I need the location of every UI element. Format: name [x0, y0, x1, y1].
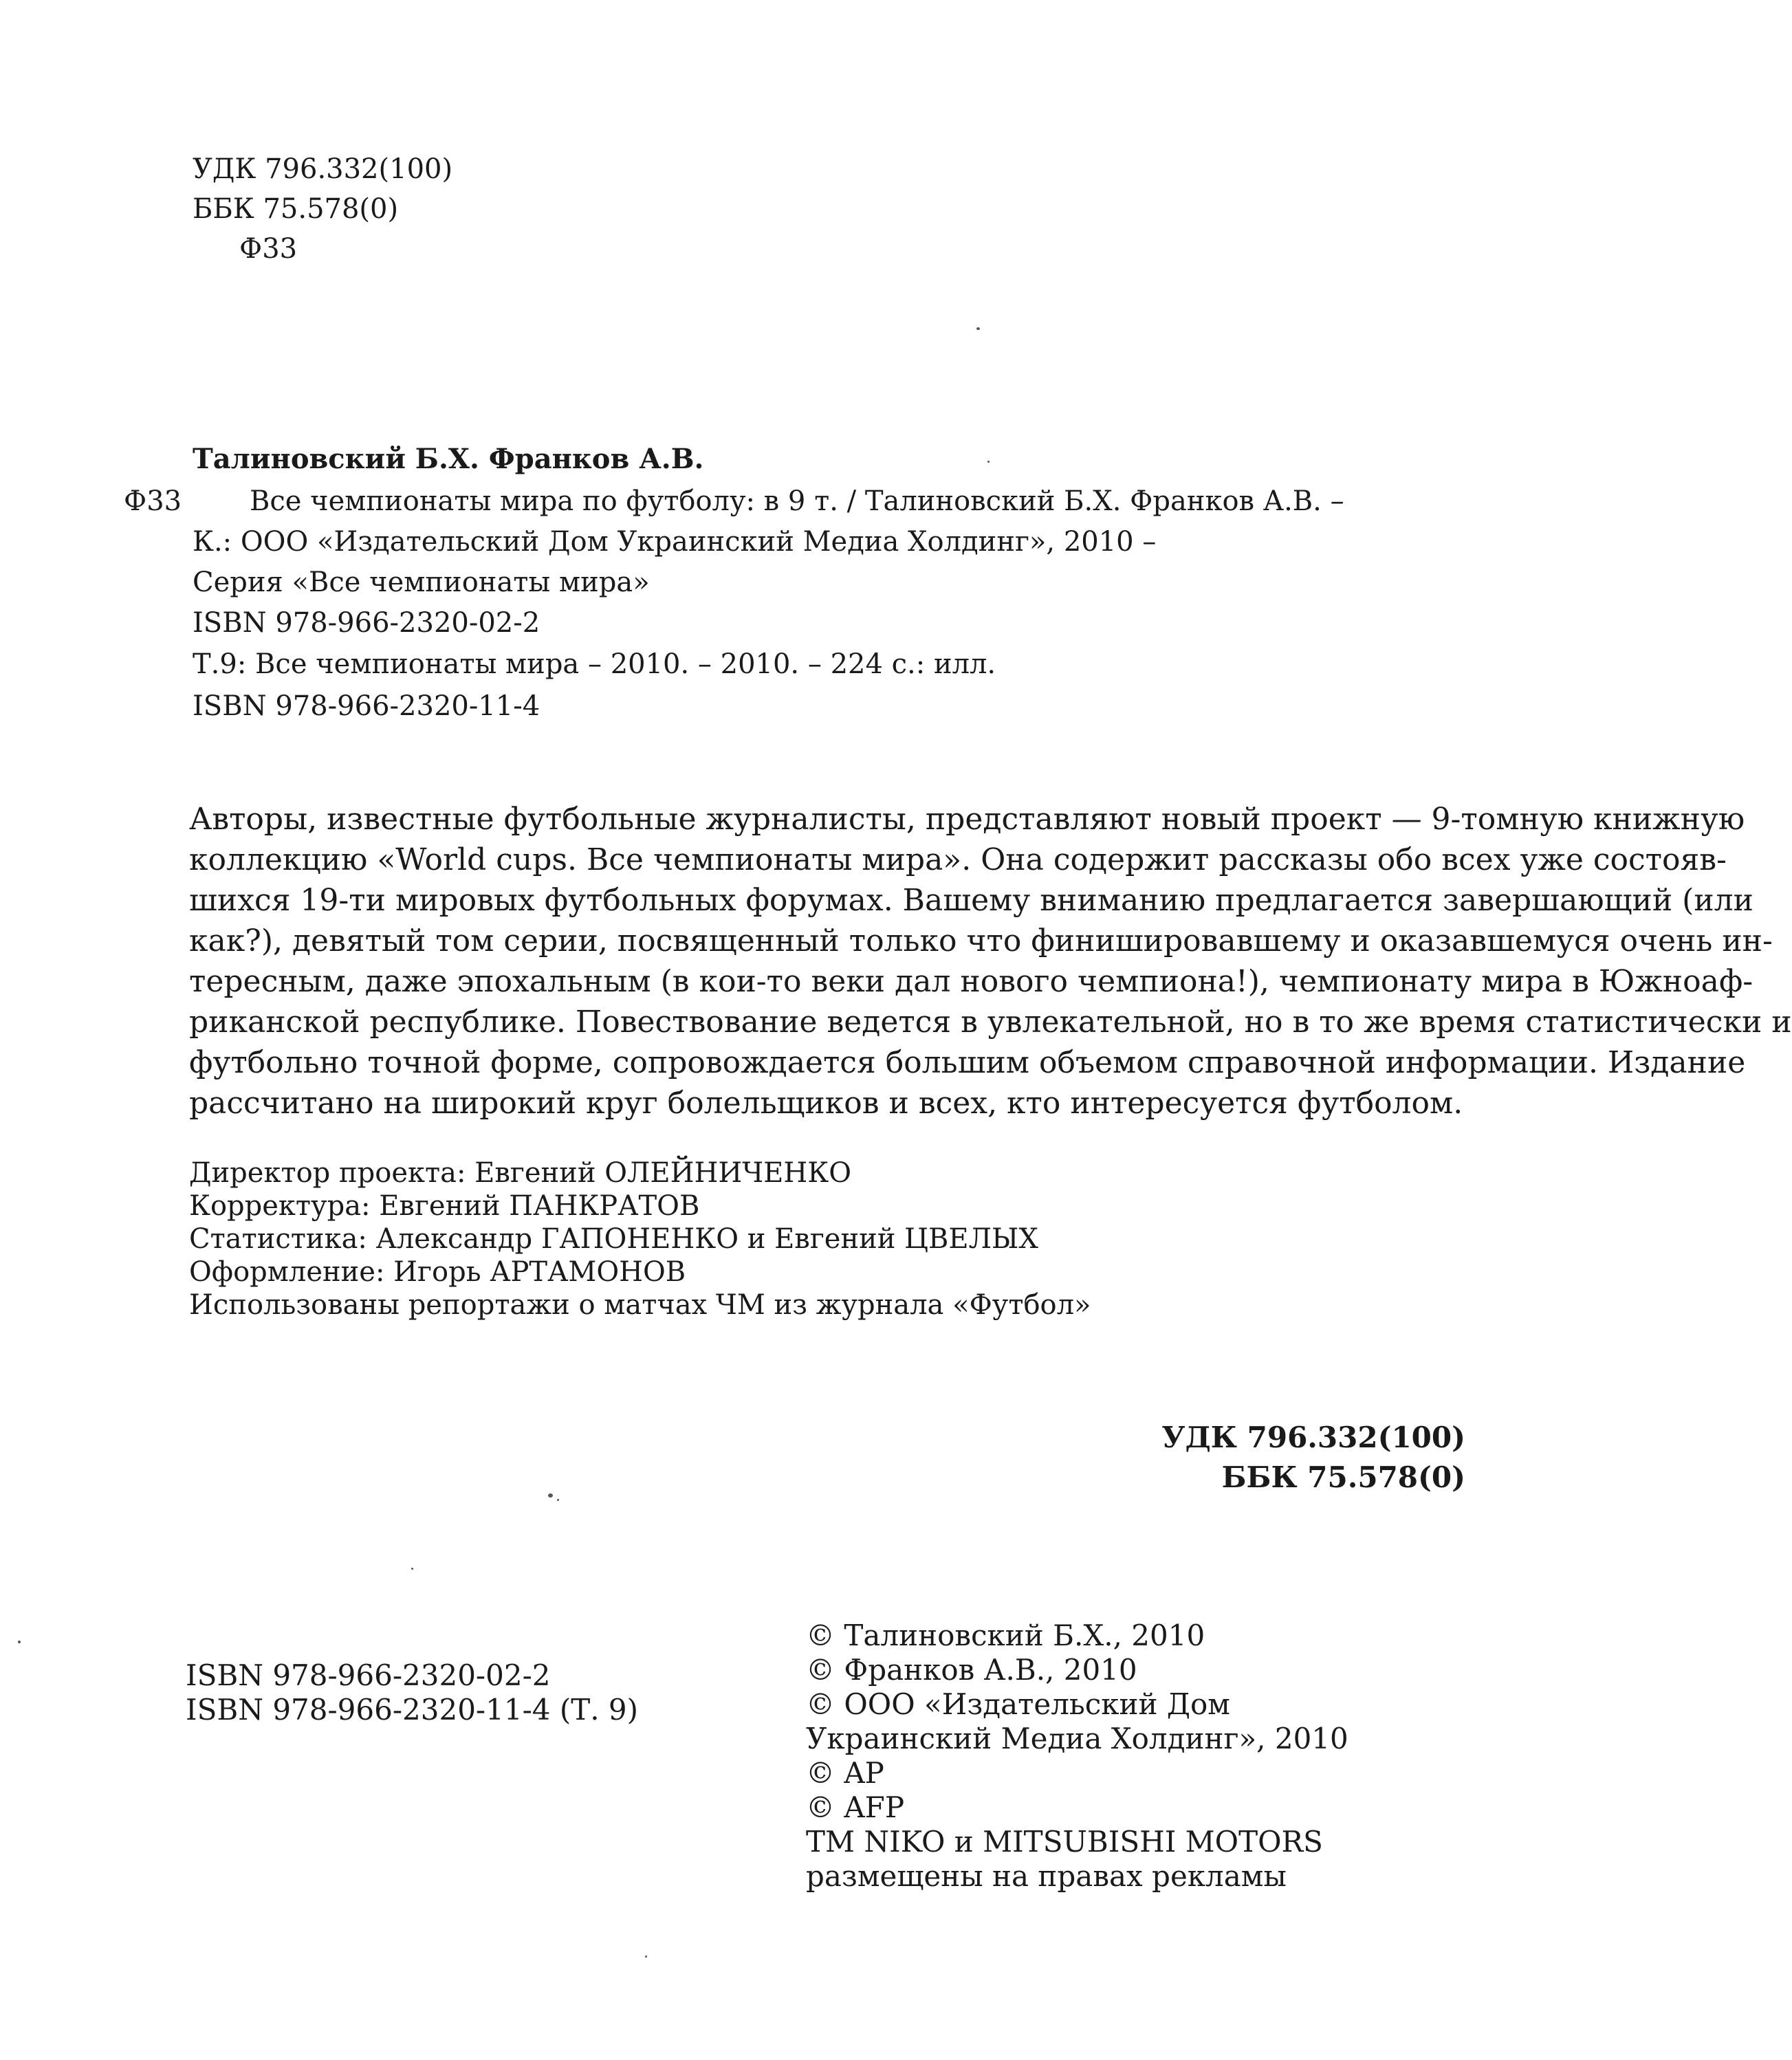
isbn-block	[186, 1658, 638, 1727]
copyright-line: © Талиновский Б.Х., 2010	[806, 1619, 1205, 1652]
scan-speck	[548, 1493, 553, 1498]
scan-speck	[557, 1499, 559, 1501]
annotation-line: футбольно точной форме, сопровождается большим объемом справочной информации. Издание	[189, 1045, 1746, 1080]
author-mark-top: Ф33	[239, 233, 298, 265]
scan-speck	[987, 461, 990, 463]
trademark-line: ТМ NIKO и MITSUBISHI MOTORS	[806, 1825, 1323, 1859]
credit-director: Директор проекта: Евгений ОЛЕЙНИЧЕНКО	[189, 1157, 851, 1189]
bbk-code-top: ББК 75.578(0)	[193, 193, 399, 225]
annotation-paragraph	[189, 799, 1792, 1124]
credit-sources: Использованы репортажи о матчах ЧМ из журнала «Футбол»	[189, 1289, 1091, 1321]
udk-code-top: УДК 796.332(100)	[193, 153, 453, 185]
scan-speck	[18, 1641, 21, 1643]
advertising-note: размещены на правах рекламы	[806, 1859, 1287, 1893]
bib-authors: Талиновский Б.Х. Франков А.В.	[193, 443, 704, 475]
bbk-code-bottom: ББК 75.578(0)	[1221, 1460, 1465, 1494]
annotation-line: шихся 19-ти мировых футбольных форумах. Вашему вниманию предлагается завершающий (или	[189, 883, 1753, 918]
annotation-line: коллекцию «World cups. Все чемпионаты мира». Она содержит рассказы обо всех уже состояв-	[189, 842, 1727, 877]
annotation-line: тересным, даже эпохальным (в кои-то веки дал нового чемпиона!), чемпионату мира в Южноаф-	[189, 964, 1753, 999]
bib-isbn-volume: ISBN 978-966-2320-11-4	[193, 690, 540, 722]
bib-series-line: Серия «Все чемпионаты мира»	[193, 567, 650, 598]
copyright-line: © Франков А.В., 2010	[806, 1653, 1137, 1687]
annotation-line: рассчитано на широкий круг болельщиков и всех, кто интересуется футболом.	[189, 1086, 1463, 1121]
copyright-line: Украинский Медиа Холдинг», 2010	[806, 1722, 1348, 1755]
scan-speck	[976, 327, 980, 330]
isbn-volume: ISBN 978-966-2320-11-4 (Т. 9)	[186, 1693, 639, 1727]
bib-title-line: Все чемпионаты мира по футболу: в 9 т. / Талиновский Б.Х. Франков А.В. –	[250, 485, 1344, 517]
credit-statistics: Статистика: Александр ГАПОНЕНКО и Евгений ЦВЕЛЫХ	[189, 1223, 1038, 1255]
bib-publisher-line: К.: ООО «Издательский Дом Украинский Медиа Холдинг», 2010 –	[193, 526, 1157, 558]
annotation-line: риканской республике. Повествование ведется в увлекательной, но в то же время статистически и	[189, 1005, 1792, 1040]
copyright-line: © ООО «Издательский Дом	[806, 1687, 1230, 1721]
copyright-block	[806, 1619, 1348, 1894]
scan-speck	[411, 1568, 413, 1570]
scan-speck	[645, 1955, 647, 1958]
credit-proofreading: Корректура: Евгений ПАНКРАТОВ	[189, 1190, 700, 1222]
bib-author-mark: Ф33	[124, 485, 182, 517]
udk-code-bottom: УДК 796.332(100)	[1161, 1421, 1465, 1454]
bib-isbn-series: ISBN 978-966-2320-02-2	[193, 607, 540, 639]
isbn-series: ISBN 978-966-2320-02-2	[186, 1658, 551, 1692]
annotation-line: Авторы, известные футбольные журналисты, представляют новый проект — 9-томную книжную	[189, 802, 1745, 837]
credits-block	[189, 1157, 1091, 1322]
copyright-line: © AP	[806, 1756, 884, 1790]
bib-volume-line: Т.9: Все чемпионаты мира – 2010. – 2010. – 224 с.: илл.	[193, 648, 996, 680]
copyright-line: © AFP	[806, 1790, 905, 1824]
credit-design: Оформление: Игорь АРТАМОНОВ	[189, 1256, 686, 1288]
annotation-line: как?), девятый том серии, посвященный только что финишировавшему и оказавшемуся очень ин-	[189, 923, 1773, 958]
